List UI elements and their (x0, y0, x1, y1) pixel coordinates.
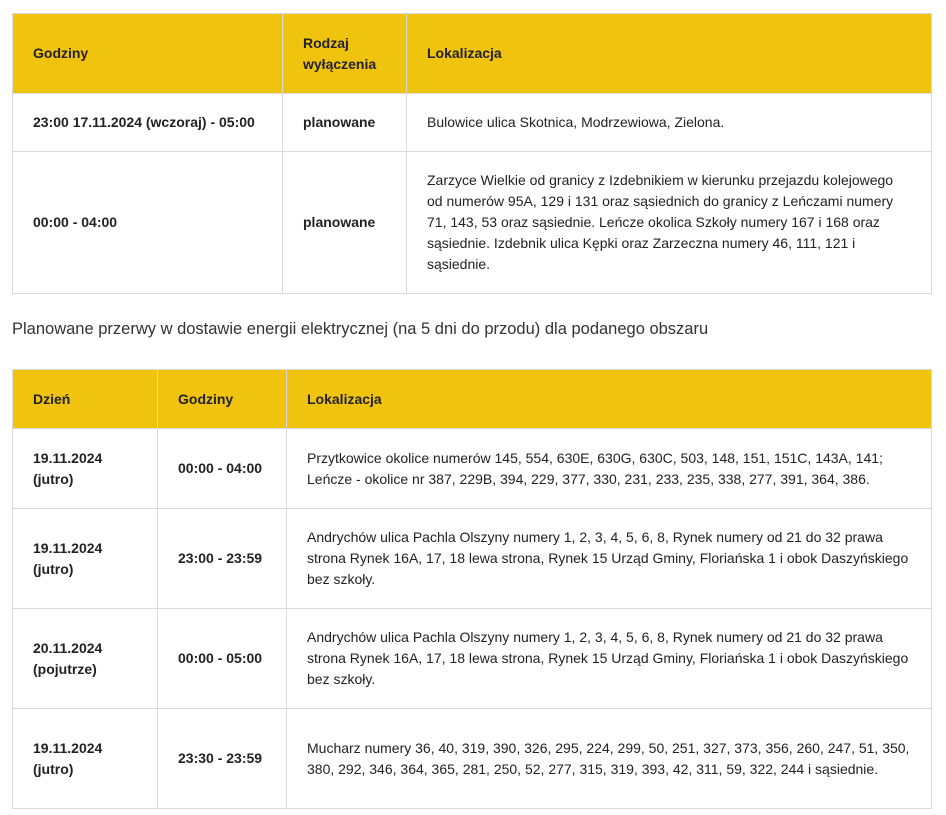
row-location: Andrychów ulica Pachla Olszyny numery 1, 2, 3, 4, 5, 6, 8, Rynek numery od 21 do 32 prawa strona Rynek 16A, 17, 18 lewa strona, Rynek 15 Urząd Gminy, Floriańska 1 i obok Daszyńskiego bez szkoły. (287, 609, 932, 709)
row-date: 19.11.2024 (33, 539, 103, 556)
planned-outages-table (12, 369, 932, 809)
row-hours: 23:00 17.11.2024 (wczoraj) - 05:00 (13, 94, 283, 152)
row-day-note: (jutro) (33, 470, 74, 487)
current-outages-table (12, 13, 932, 294)
row-day-note: (pojutrze) (33, 660, 97, 677)
row-date: 19.11.2024 (33, 739, 103, 756)
table-row (13, 94, 932, 152)
row-day (13, 609, 158, 709)
row-hours: 00:00 - 04:00 (13, 152, 283, 294)
table-row (13, 609, 932, 709)
row-day (13, 509, 158, 609)
row-date: 20.11.2024 (33, 639, 103, 656)
header-location: Lokalizacja (407, 14, 932, 94)
row-hours: 00:00 - 05:00 (158, 609, 287, 709)
table-header-row (13, 14, 932, 94)
row-location: Przytkowice okolice numerów 145, 554, 630E, 630G, 630C, 503, 148, 151, 151C, 143A, 141; Leńcze - okolice nr 387, 229B, 394, 229, 377, 330, 231, 233, 235, 338, 277, 391, 364, 386. (287, 429, 932, 509)
planned-outages-caption: Planowane przerwy w dostawie energii elektrycznej (na 5 dni do przodu) dla podanego obszaru (12, 320, 709, 338)
row-hours: 00:00 - 04:00 (158, 429, 287, 509)
row-date: 19.11.2024 (33, 449, 103, 466)
row-day (13, 429, 158, 509)
table-row (13, 709, 932, 809)
row-day-note: (jutro) (33, 760, 74, 777)
row-day (13, 709, 158, 809)
header-day: Dzień (13, 370, 158, 429)
row-location: Zarzyce Wielkie od granicy z Izdebnikiem w kierunku przejazdu kolejowego od numerów 95A, 129 i 131 oraz sąsiednich do granicy z Leńczami numery 71, 143, 53 oraz sąsiednie. Leńcze okolica Szkoły numery 167 i 168 oraz sąsiednie. Izdebnik ulica Kępki oraz Zarzeczna numery 46, 111, 121 i sąsiednie. (407, 152, 932, 294)
row-location: Mucharz numery 36, 40, 319, 390, 326, 295, 224, 299, 50, 251, 327, 373, 356, 260, 247, 51, 350, 380, 292, 346, 364, 365, 281, 250, 52, 277, 315, 319, 393, 42, 311, 59, 322, 244 i sąsiednie. (287, 709, 932, 809)
row-hours: 23:00 - 23:59 (158, 509, 287, 609)
header-location: Lokalizacja (287, 370, 932, 429)
table-row (13, 152, 932, 294)
table-header-row (13, 370, 932, 429)
header-hours: Godziny (158, 370, 287, 429)
row-hours: 23:30 - 23:59 (158, 709, 287, 809)
header-type: Rodzaj wyłączenia (283, 14, 407, 94)
row-type: planowane (283, 152, 407, 294)
table-row (13, 429, 932, 509)
row-type: planowane (283, 94, 407, 152)
header-hours: Godziny (13, 14, 283, 94)
row-location: Andrychów ulica Pachla Olszyny numery 1, 2, 3, 4, 5, 6, 8, Rynek numery od 21 do 32 prawa strona Rynek 16A, 17, 18 lewa strona, Rynek 15 Urząd Gminy, Floriańska 1 i obok Daszyńskiego bez szkoły. (287, 509, 932, 609)
table-row (13, 509, 932, 609)
row-location: Bulowice ulica Skotnica, Modrzewiowa, Zielona. (407, 94, 932, 152)
row-day-note: (jutro) (33, 560, 74, 577)
